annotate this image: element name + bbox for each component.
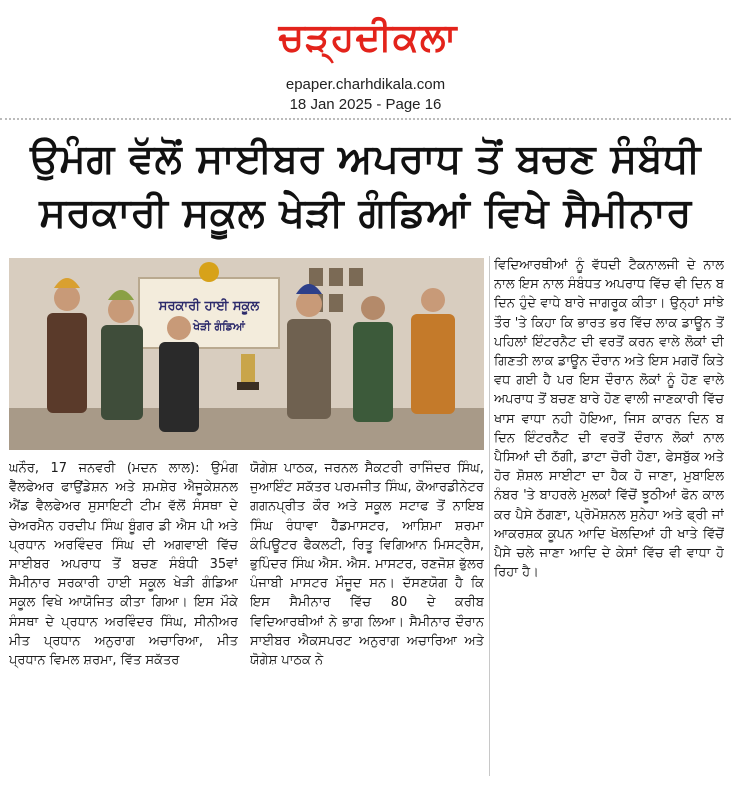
school-sign-line2: ਖੇੜੀ ਗੰਡਿਆਂ bbox=[193, 320, 245, 333]
date-page-line: 18 Jan 2025 - Page 16 bbox=[289, 96, 442, 113]
photo-illustration bbox=[9, 258, 484, 450]
masthead bbox=[0, 0, 731, 118]
column-2-text: ਯੋਗੇਸ਼ ਪਾਠਕ, ਜਰਨਲ ਸੈਕਟਰੀ ਰਾਜਿੰਦਰ ਸਿੰਘ, ਜੁਆਇੰਟ ਸਕੱਤਰ ਪਰਮਜੀਤ ਸਿੰਘ, ਕੋਆਰਡੀਨੇਟਰ ਗਗਨਪ੍ਰੀਤ ਕੌਰ ਅਤੇ ਸਕੂਲ ਸਟਾਫ ਤੋਂ ਨਾਇਬ ਸਿੰਘ ਰੰਧਾਵਾ ਹੈੱਡਮਾਸਟਰ, ਆਸ਼ਿਮਾ ਸ਼ਰਮਾ ਕੰਪਿਊਟਰ ਫੈਕਲਟੀ, ਰਿਤੂ ਵਿਗਿਆਨ ਮਿਸਟ੍ਰੈਸ, ਭੁਪਿੰਦਰ ਸਿੰਘ ਐਸ. ਐਸ. ਮਾਸਟਰ, ਰਣਜੋਸ਼ ਭੁੱਲਰ ਪੰਜਾਬੀ ਮਾਸਟਰ ਮੌਜੂਦ ਸਨ। ਦੱਸਣਯੋਗ ਹੈ ਕਿ ਇਸ ਸੈਮੀਨਾਰ ਵਿੱਚ 80 ਦੇ ਕਰੀਬ ਵਿਦਿਆਰਥੀਆਂ ਨੇ ਭਾਗ ਲਿਆ। ਸੈਮੀਨਾਰ ਦੌਰਾਨ ਸਾਈਬਰ ਐਕਸਪਰਟ ਅਨੁਰਾਗ ਅਚਾਰਿਆ ਅਤੇ ਯੋਗੇਸ਼ ਪਾਠਕ ਨੇ bbox=[250, 461, 484, 669]
article-photo bbox=[9, 258, 484, 450]
headline-line-2: ਸਰਕਾਰੀ ਸਕੂਲ ਖੇੜੀ ਗੰਡਿਆਂ ਵਿਖੇ ਸੈਮੀਨਾਰ bbox=[39, 190, 692, 236]
column-1-text: ਘਨੌਰ, 17 ਜਨਵਰੀ (ਮਦਨ ਲਾਲ): ਉਮੰਗ ਵੈੱਲਫੇਅਰ ਫਾਉਂਡੇਸ਼ਨ ਅਤੇ ਸ਼ਮਸ਼ੇਰ ਐਜੂਕੇਸ਼ਨਲ ਐਂਡ ਵੈਲਫੇਅਰ ਸੁਸਾਇਟੀ ਟੀਮ ਵੱਲੋਂ ਸੰਸਥਾ ਦੇ ਚੇਅਰਮੈਨ ਹਰਦੀਪ ਸਿੰਘ ਬੂੰਗਰ ਡੀ ਐਸ ਪੀ ਅਤੇ ਪ੍ਰਧਾਨ ਅਰਵਿੰਦਰ ਸਿੰਘ ਦੀ ਅਗਵਾਈ ਵਿੱਚ ਸਾਈਬਰ ਅਪਰਾਧ ਤੋਂ ਬਚਣ ਸੰਬੰਧੀ 35ਵਾਂ ਸੈਮੀਨਾਰ ਸਰਕਾਰੀ ਹਾਈ ਸਕੂਲ ਖੇੜੀ ਗੰਡਿਆ ਸਕੂਲ ਵਿਖੇ ਆਯੋਜਿਤ ਕੀਤਾ ਗਿਆ। ਇਸ ਮੌਕੇ ਸੰਸਥਾ ਦੇ ਪ੍ਰਧਾਨ ਅਰਵਿੰਦਰ ਸਿੰਘ, ਸੀਨੀਅਰ ਮੀਤ ਪ੍ਰਧਾਨ ਅਨੁਰਾਗ ਅਚਾਰਿਆ, ਮੀਤ ਪ੍ਰਧਾਨ ਵਿਮਲ ਸ਼ਰਮਾ, ਵਿੱਤ ਸਕੱਤਰ bbox=[9, 461, 238, 669]
school-sign-line1: ਸਰਕਾਰੀ ਹਾਈ ਸਕੂਲ bbox=[158, 299, 260, 314]
column-divider bbox=[489, 256, 490, 776]
site-url: epaper.charhdikala.com bbox=[285, 76, 446, 93]
previous-article-strip bbox=[0, 118, 731, 128]
article-column-3 bbox=[494, 256, 724, 777]
column-3-text: ਵਿਦਿਆਰਥੀਆਂ ਨੂੰ ਵੱਧਦੀ ਟੈਕਨਾਲਜੀ ਦੇ ਨਾਲ ਨਾਲ ਇਸ ਨਾਲ ਸੰਬੰਧਤ ਅਪਰਾਧ ਵਿੱਚ ਵੀ ਦਿਨ ਬ ਦਿਨ ਹੁੰਦੇ ਵਾਧੇ ਬਾਰੇ ਜਾਗਰੂਕ ਕੀਤਾ। ਉਨ੍ਹਾਂ ਸਾਂਝੇ ਤੌਰ 'ਤੇ ਕਿਹਾ ਕਿ ਭਾਰਤ ਭਰ ਵਿੱਚ ਲਾਕ ਡਾਊਨ ਤੋਂ ਪਹਿਲਾਂ ਇੰਟਰਨੈਟ ਦੀ ਵਰਤੋਂ ਕਰਨ ਵਾਲੇ ਲੋਕਾਂ ਦੀ ਗਿਣਤੀ ਲਾਕ ਡਾਊਨ ਦੌਰਾਨ ਅਤੇ ਇਸ ਮਗਰੋਂ ਕਿਤੇ ਵਧ ਗਈ ਹੈ ਪਰ ਇਸ ਦੌਰਾਨ ਲੋਕਾਂ ਨੂੰ ਹੋਣ ਵਾਲੇ ਅਪਰਾਧ ਤੋਂ ਬਚਣ ਬਾਰੇ ਹੋਣ ਵਾਲੀ ਜਾਣਕਾਰੀ ਵਿੱਚ ਖਾਸ ਵਾਧਾ ਨਹੀ ਹੋਇਆ, ਜਿਸ ਕਾਰਨ ਦਿਨ ਬ ਦਿਨ ਇੰਟਰਨੈੱਟ ਦੀ ਵਰਤੋਂ ਦੌਰਾਨ ਲੋਕਾਂ ਨਾਲ ਪੈਸਿਆਂ ਦੀ ਠੱਗੀ, ਡਾਟਾ ਚੋਰੀ ਹੋਣਾ, ਫੇਸਬੁੱਕ ਅਤੇ ਹੋਰ ਸ਼ੋਸ਼ਲ ਸਾਈਟਾ ਦਾ ਹੈਕ ਹੋ ਜਾਣਾ, ਮੁਬਾਇਲ ਨੰਬਰ 'ਤੇ ਬਾਹਰਲੇ ਮੁਲਕਾਂ ਵਿੱਚੋਂ ਝੂਠੀਆਂ ਫੋਨ ਕਾਲ ਕਰ ਪੈਸੇ ਠੱਗਣਾ, ਪ੍ਰੋਮੋਸ਼ਨਲ ਸੁਨੇਹਾ ਅਤੇ ਫ੍ਰੀ ਜਾਂ ਆਕਰਸ਼ਕ ਕੂਪਨ ਆਦਿ ਖੋਲਦਿਆਂ ਹੀ ਖਾਤੇ ਵਿੱਚੋਂ ਪੈਸੇ ਚਲੇ ਜਾਣਾ ਆਦਿ ਦੇ ਕੇਸਾਂ ਵਿੱਚ ਵੀ ਵਾਧਾ ਹੋ ਰਿਹਾ ਹੈ। bbox=[494, 258, 724, 581]
next-article-strip bbox=[0, 778, 731, 798]
article-column-1 bbox=[9, 459, 238, 777]
article-column-2 bbox=[250, 459, 484, 777]
headline-line-1: ਉਮੰਗ ਵੱਲੋਂ ਸਾਈਬਰ ਅਪਰਾਧ ਤੋਂ ਬਚਣ ਸੰਬੰਧੀ bbox=[30, 136, 701, 182]
article-headline bbox=[0, 132, 731, 240]
newspaper-logo: ਚੜ੍ਹਦੀਕਲਾ bbox=[278, 15, 458, 59]
